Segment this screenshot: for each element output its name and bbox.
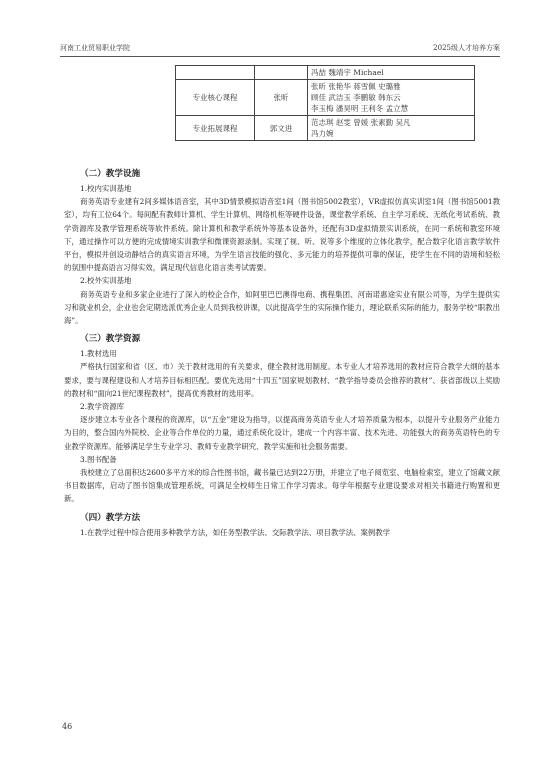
table-row bbox=[176, 80, 475, 116]
paragraph: 商务英语专业建有2间多媒体语音室，其中3D情景模拟语音室1间（图书馆5002教室），VR虚拟仿真实训室1间（图书馆5001教室），均有工位64个。每间配有教师计算机、学生计算机、网络机柜等硬件设备，课堂教学系统、自主学习系统、无纸化考试系统、教学资源库及教学管理系统等软件系统。除计算机和教学系统外等基本设备外，还配有3D虚拟情景实训系统，在同一系统和教室环境下，通过操作可以方便的完成情境实训教学和微课资源录制。实现了视、听、说等多个维度的立体化教学，配合数字化语言教学软件平台，模拟并创设动静结合的真实语言环境，为学生语言技能的强化、多元能力的培养提供可靠的保证，使学生在不同的语境和轻松的氛围中提高语言习得实效，满足现代信息化语言类考试需要。 bbox=[64, 197, 500, 273]
table-cell-lead: 郭文进 bbox=[255, 116, 308, 141]
paragraph: 1.在教学过程中综合使用多种教学方法，如任务型教学法、交际教学法、项目教学法、案例教学 bbox=[80, 527, 391, 537]
table-cell-course: 专业核心课程 bbox=[176, 80, 255, 116]
paragraph: 商务英语专业和多家企业进行了深入的校企合作，如阿里巴巴澳得电商、携程集团、河南诺惠途实业有限公司等，为学生提供实习和就业机会，企业也会定期选派优秀企业人员到我校讲课，以此提高学生的实际操作能力，理论联系实际的能力，服务学校“职教出海”。 bbox=[64, 289, 500, 326]
table-cell-names: 张昕 张艳华 蒋雪佩 史璐雅 顾佳 武洁玉 李鹏敏 韩东云 李玉梅 潘昊明 王利冬 孟立慧 bbox=[308, 80, 475, 116]
subsection-heading: 2.校外实训基地 bbox=[80, 276, 132, 286]
table-cell bbox=[255, 66, 308, 80]
section-heading: （二）教学设施 bbox=[80, 169, 141, 179]
subsection-heading: 1.校内实训基地 bbox=[80, 184, 132, 193]
table-cell-names: 范志琪 赵雯 曾媛 张素勤 吴凡 冯力婉 bbox=[308, 116, 475, 141]
paragraph: 逐步建立本专业各个课程的资源库，以“五金”建设为指导，以提高商务英语专业人才培养质量为根本，以提升专业服务产业能力为目的，整合国内外院校、企业等合作单位的力量，通过系统化设计，建成一个内容丰富、技术先进、功能强大的商务英语特色的专业教学资源库。能够满足学生专业学习、教师专业教学研究、教学实施和社会服务需要。 bbox=[64, 415, 500, 451]
table-row bbox=[176, 66, 475, 80]
table-cell bbox=[176, 66, 255, 80]
table-row bbox=[176, 116, 475, 141]
subsection-heading: 1.教材选用 bbox=[80, 349, 117, 359]
header-school: 河南工业贸易职业学院 bbox=[60, 44, 130, 52]
paragraph: 严格执行国家和省（区、市）关于教材选用的有关要求，健全教材选用制度。本专业人才培养选用的教材应符合教学大纲的基本要求，要与课程建设和人才培养目标相匹配。要优先选用“十四五”国家规划教材、“教学指导委员会推荐的教材”、获省部级以上奖励的教材和“面向21世纪课程教材”，提高优秀教材的选用率。 bbox=[64, 362, 500, 398]
table-cell-names: 冯喆 魏靖宇 Michael bbox=[308, 66, 475, 80]
paragraph: 我校建立了总面积达2600多平方米的综合性图书馆，藏书量已达到22万册，并建立了电子阅览室、电脑检索室，建立了馆藏文献书目数据库，启动了图书馆集成管理系统，可满足全校师生日常工作学习需求。每学年根据专业建设要求对相关书籍进行购置和更新。 bbox=[64, 468, 500, 504]
subsection-heading: 2.教学资源库 bbox=[80, 402, 125, 412]
section-heading: （四）教学方法 bbox=[80, 512, 141, 523]
main-content bbox=[60, 166, 500, 539]
staff-table bbox=[175, 65, 475, 141]
subsection-heading: 3.图书配备 bbox=[80, 454, 117, 464]
table-cell-lead: 张昕 bbox=[255, 80, 308, 116]
header-plan: 2025级人才培养方案 bbox=[433, 44, 500, 52]
page-number: 46 bbox=[62, 722, 73, 731]
section-heading: （三）教学资源 bbox=[80, 334, 141, 345]
table-cell-course: 专业拓展课程 bbox=[176, 116, 255, 141]
page-header bbox=[60, 40, 500, 57]
